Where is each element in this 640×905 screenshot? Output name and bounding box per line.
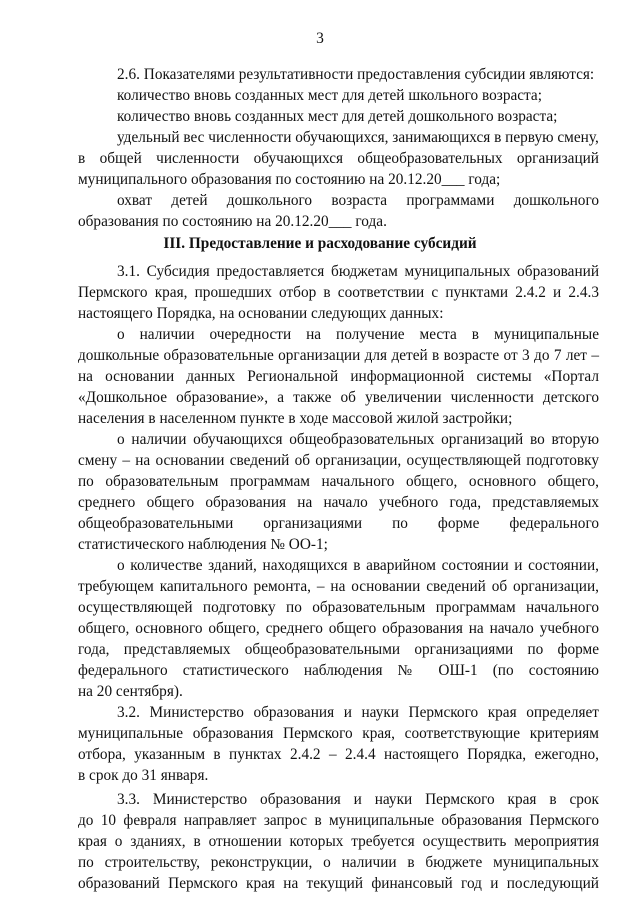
second-shift-paragraph-line: статистического наблюдения № ОО-1; [78, 536, 328, 553]
indicator-school-places: количество вновь созданных мест для детей школьного возраста; [117, 87, 542, 104]
page-number: 3 [316, 30, 324, 47]
buildings-paragraph-line: общего, основного общего, среднего общего образования на начало учебного [78, 620, 599, 637]
indicator-first-shift-line: в общей численности обучающихся общеобразовательных организаций [78, 150, 599, 167]
queue-paragraph-line: «Дошкольное образование», а также об увеличении численности детского [78, 389, 599, 406]
buildings-paragraph-line: требующем капитального ремонта, – на основании сведений об организации, [78, 578, 599, 595]
paragraph-3-3-line: до 10 февраля направляет запрос в муниципальные образования Пермского [78, 812, 599, 829]
second-shift-paragraph-line: смену – на основании сведений об организации, осуществляющей подготовку [78, 452, 599, 469]
second-shift-paragraph-line: по образовательным программам начального общего, основного общего, [78, 473, 599, 490]
paragraph-3-1-line: 3.1. Субсидия предоставляется бюджетам муниципальных образований [117, 263, 599, 280]
paragraph-3-2-line: в срок до 31 января. [78, 767, 209, 784]
paragraph-2-6-line: 2.6. Показателями результативности предоставления субсидии являются: [117, 66, 595, 83]
paragraph-3-3-line: образований Пермского края на текущий финансовый год и последующий [78, 875, 599, 892]
buildings-paragraph-line: на 20 сентября). [78, 683, 183, 700]
paragraph-3-1-line: настоящего Порядка, на основании следующих данных: [78, 305, 444, 322]
paragraph-3-3-line: края о зданиях, в отношении которых требуется осуществить мероприятия [78, 833, 599, 850]
buildings-paragraph-line: осуществляющей подготовку по образовательным программам начального [78, 599, 599, 616]
paragraph-3-2-line: 3.2. Министерство образования и науки Пермского края определяет [117, 704, 599, 721]
second-shift-paragraph-line: среднего общего образования на начало учебного года, представляемых [78, 494, 599, 511]
buildings-paragraph-line: о количестве зданий, находящихся в аварийном состоянии и состоянии, [117, 557, 599, 574]
second-shift-paragraph-line: о наличии обучающихся общеобразовательных организаций во вторую [117, 431, 599, 448]
queue-paragraph-line: населения в населенном пункте в ходе массовой жилой застройки; [78, 410, 513, 427]
indicator-coverage-line: охват детей дошкольного возраста программами дошкольного [117, 192, 599, 209]
paragraph-3-3-line: по строительству, реконструкции, о наличии в бюджете муниципальных [78, 854, 599, 871]
queue-paragraph-line: дошкольные образовательные организации для детей в возрасте от 3 до 7 лет – [78, 347, 599, 364]
paragraph-3-2-line: отбора, указанным в пунктах 2.4.2 – 2.4.4 настоящего Порядка, ежегодно, [78, 746, 599, 763]
queue-paragraph-line: о наличии очередности на получение места в муниципальные [117, 326, 599, 343]
second-shift-paragraph-line: общеобразовательными организациями по форме федерального [78, 515, 599, 532]
buildings-paragraph-line: года, представляемых общеобразовательными организациями по форме [78, 641, 599, 658]
paragraph-3-1-line: Пермского края, прошедших отбор в соответствии с пунктами 2.4.2 и 2.4.3 [78, 284, 599, 301]
indicator-first-shift-line: муниципального образования по состоянию на 20.12.20___ года; [78, 171, 501, 188]
queue-paragraph-line: на основании данных Региональной информационной системы «Портал [78, 368, 599, 385]
indicator-preschool-places: количество вновь созданных мест для детей дошкольного возраста; [117, 108, 558, 125]
buildings-paragraph-line: федерального статистического наблюдения № ОШ-1 (по состоянию [78, 662, 599, 679]
paragraph-3-3-line: 3.3. Министерство образования и науки Пермского края в срок [117, 791, 599, 808]
paragraph-3-2-line: муниципальные образования Пермского края, соответствующие критериям [78, 725, 599, 742]
indicator-first-shift-line: удельный вес численности обучающихся, занимающихся в первую смену, [117, 129, 599, 146]
section-heading: III. Предоставление и расходование субсидий [163, 235, 477, 252]
indicator-coverage-line: образования по состоянию на 20.12.20___ года. [78, 213, 387, 230]
